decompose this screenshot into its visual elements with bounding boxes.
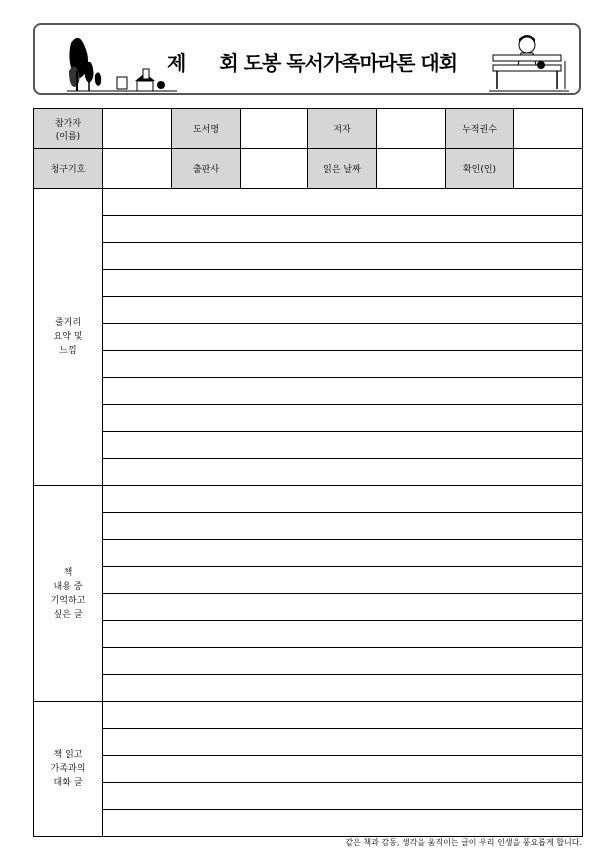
footer-note: 같은 책과 감동, 생각을 움직이는 글이 우리 인생을 풍요롭게 합니다.	[345, 838, 582, 847]
summary-line[interactable]	[103, 378, 583, 405]
confirm-field[interactable]	[514, 149, 583, 189]
reading-record-form	[33, 108, 583, 837]
title-text: 회 도봉 독서가족마라톤 대회	[219, 51, 458, 75]
summary-line[interactable]	[103, 297, 583, 324]
summary-line[interactable]	[103, 351, 583, 378]
call-number-field[interactable]	[103, 149, 172, 189]
family-talk-line[interactable]	[103, 810, 583, 837]
book-title-label: 도서명	[172, 109, 241, 149]
summary-line[interactable]	[103, 270, 583, 297]
family-talk-line[interactable]	[103, 783, 583, 810]
memorable-line[interactable]	[103, 486, 583, 513]
publisher-label: 출판사	[172, 149, 241, 189]
summary-line[interactable]	[103, 405, 583, 432]
summary-line[interactable]	[103, 189, 583, 216]
book-title-field[interactable]	[241, 109, 308, 149]
form-header	[33, 23, 581, 95]
memorable-line[interactable]	[103, 540, 583, 567]
memorable-section-label: 책 내용 중 기억하고 싶은 글	[34, 486, 103, 702]
summary-section-label: 줄거리 요약 및 느낌	[34, 189, 103, 486]
participant-label: 참가자 (이름)	[34, 109, 103, 149]
read-date-field[interactable]	[377, 149, 446, 189]
call-number-label: 청구기호	[34, 149, 103, 189]
bench-girl-illustration	[489, 31, 569, 93]
memorable-line[interactable]	[103, 621, 583, 648]
cumulative-count-label: 누적권수	[446, 109, 514, 149]
summary-line[interactable]	[103, 459, 583, 486]
memorable-line[interactable]	[103, 648, 583, 675]
info-row-2	[34, 149, 583, 189]
title-prefix: 제	[167, 51, 186, 75]
memorable-line[interactable]	[103, 513, 583, 540]
publisher-field[interactable]	[241, 149, 308, 189]
author-field[interactable]	[377, 109, 446, 149]
summary-line[interactable]	[103, 243, 583, 270]
confirm-label: 확인(인)	[446, 149, 514, 189]
participant-field[interactable]	[103, 109, 172, 149]
family-talk-line[interactable]	[103, 729, 583, 756]
info-row-1	[34, 109, 583, 149]
summary-line[interactable]	[103, 432, 583, 459]
family-talk-section-label: 책 읽고 가족과의 대화 글	[34, 702, 103, 837]
trees-houses-illustration	[57, 31, 177, 93]
memorable-line[interactable]	[103, 567, 583, 594]
cumulative-count-field[interactable]	[514, 109, 583, 149]
read-date-label: 읽은 날짜	[308, 149, 377, 189]
family-talk-line[interactable]	[103, 756, 583, 783]
summary-line[interactable]	[103, 216, 583, 243]
memorable-line[interactable]	[103, 675, 583, 702]
author-label: 저자	[308, 109, 377, 149]
family-talk-line[interactable]	[103, 702, 583, 729]
memorable-line[interactable]	[103, 594, 583, 621]
summary-line[interactable]	[103, 324, 583, 351]
page-title	[167, 47, 457, 76]
